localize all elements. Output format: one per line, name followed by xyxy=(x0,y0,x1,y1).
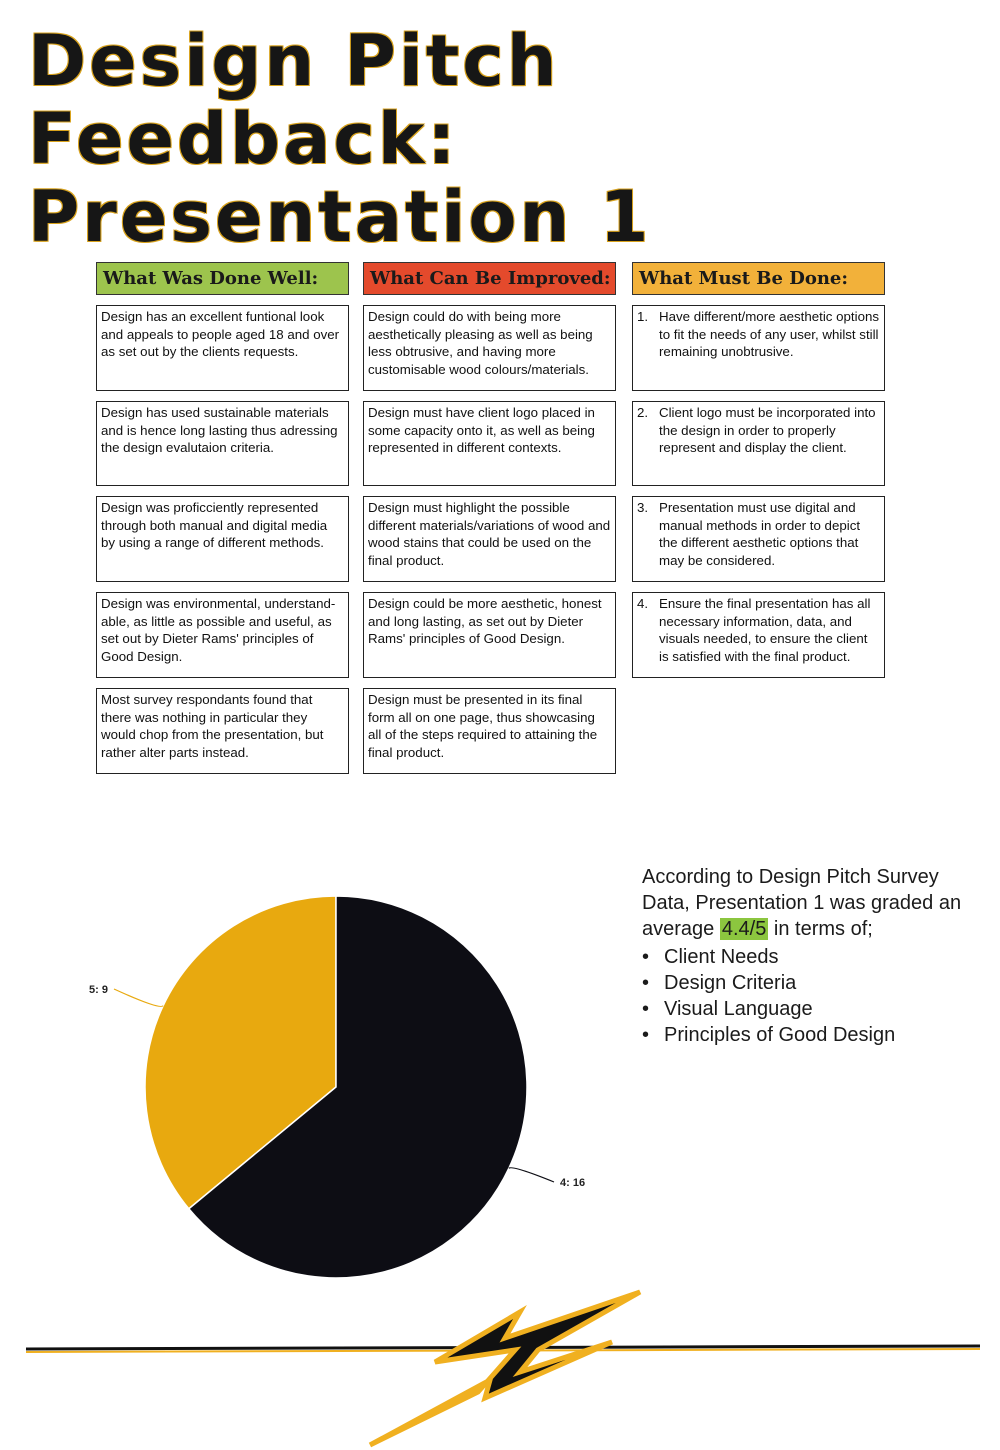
column-must-be-done xyxy=(632,262,885,688)
feedback-box: Design was environmental, understand-able, as little as possible and useful, as set out by Dieter Rams' principles of Good Design. xyxy=(96,592,349,678)
pie-label: 5: 9 xyxy=(89,984,108,996)
item-number: 4. xyxy=(637,596,649,611)
feedback-box: Design could do with being more aesthetically pleasing as well as being less obtrusive, and having more customisable wood colours/materials. xyxy=(363,305,616,391)
column-heading: What Must Be Done: xyxy=(632,262,885,295)
feedback-box xyxy=(632,592,885,678)
footer-decoration xyxy=(0,1280,1000,1450)
item-text: Ensure the final presentation has all necessary information, data, and visuals needed, to ensure the client is satisfied with the final product. xyxy=(659,596,871,664)
pie-leader-line xyxy=(509,1168,554,1182)
pie-leader-line xyxy=(114,989,163,1006)
item-number: 3. xyxy=(637,500,649,515)
item-number: 1. xyxy=(637,309,649,324)
item-text: Client logo must be incorporated into the design in order to properly represent and display the client. xyxy=(659,405,876,455)
feedback-box xyxy=(632,305,885,391)
feedback-box: Design has used sustainable materials and is hence long lasting thus adressing the design evalutaion criteria. xyxy=(96,401,349,486)
column-heading: What Was Done Well: xyxy=(96,262,349,295)
page-title-line-1: Design Pitch Feedback: xyxy=(28,20,560,180)
item-number: 2. xyxy=(637,405,649,420)
list-item: • Design Criteria xyxy=(664,970,962,996)
column-heading: What Can Be Improved: xyxy=(363,262,616,295)
feedback-box xyxy=(632,401,885,486)
item-text: Presentation must use digital and manual methods in order to depict the different aesthetic options that may be considered. xyxy=(659,500,861,568)
lightning-bolt-icon xyxy=(370,1292,640,1445)
average-score: 4.4/5 xyxy=(721,918,767,940)
criteria-list xyxy=(642,944,962,1048)
column-can-be-improved xyxy=(363,262,616,784)
page-title-line-2: Presentation 1 xyxy=(28,176,652,258)
page-title xyxy=(28,22,988,256)
summary-after: in terms of; xyxy=(773,918,873,940)
item-text: Have different/more aesthetic options to fit the needs of any user, whilst still remaining unobtrusive. xyxy=(659,309,880,359)
list-item: • Visual Language xyxy=(664,996,962,1022)
feedback-box: Design could be more aesthetic, honest and long lasting, as set out by Dieter Rams' principles of Good Design. xyxy=(363,592,616,678)
pie-label: 4: 16 xyxy=(560,1177,586,1189)
list-item: • Principles of Good Design xyxy=(664,1022,962,1048)
feedback-box: Design has an excellent funtional look and appeals to people aged 18 and over as set out by the clients requests. xyxy=(96,305,349,391)
feedback-box xyxy=(632,496,885,582)
summary-intro: According to Design Pitch Survey Data, Presentation 1 was graded an average xyxy=(642,866,962,940)
feedback-box: Design must have client logo placed in some capacity onto it, as well as being represented in different contexts. xyxy=(363,401,616,486)
survey-summary xyxy=(642,864,962,1048)
feedback-box: Design was proficciently represented through both manual and digital media by using a range of different methods. xyxy=(96,496,349,582)
feedback-box: Design must highlight the possible different materials/variations of wood and wood stains that could be used on the final product. xyxy=(363,496,616,582)
feedback-box: Most survey respondants found that there was nothing in particular they would chop from the presentation, but rather alter parts instead. xyxy=(96,688,349,774)
list-item: • Client Needs xyxy=(664,944,962,970)
feedback-box: Design must be presented in its final form all on one page, thus showcasing all of the steps required to attaining the final product. xyxy=(363,688,616,774)
column-done-well xyxy=(96,262,349,784)
score-pie-chart xyxy=(0,860,620,1300)
